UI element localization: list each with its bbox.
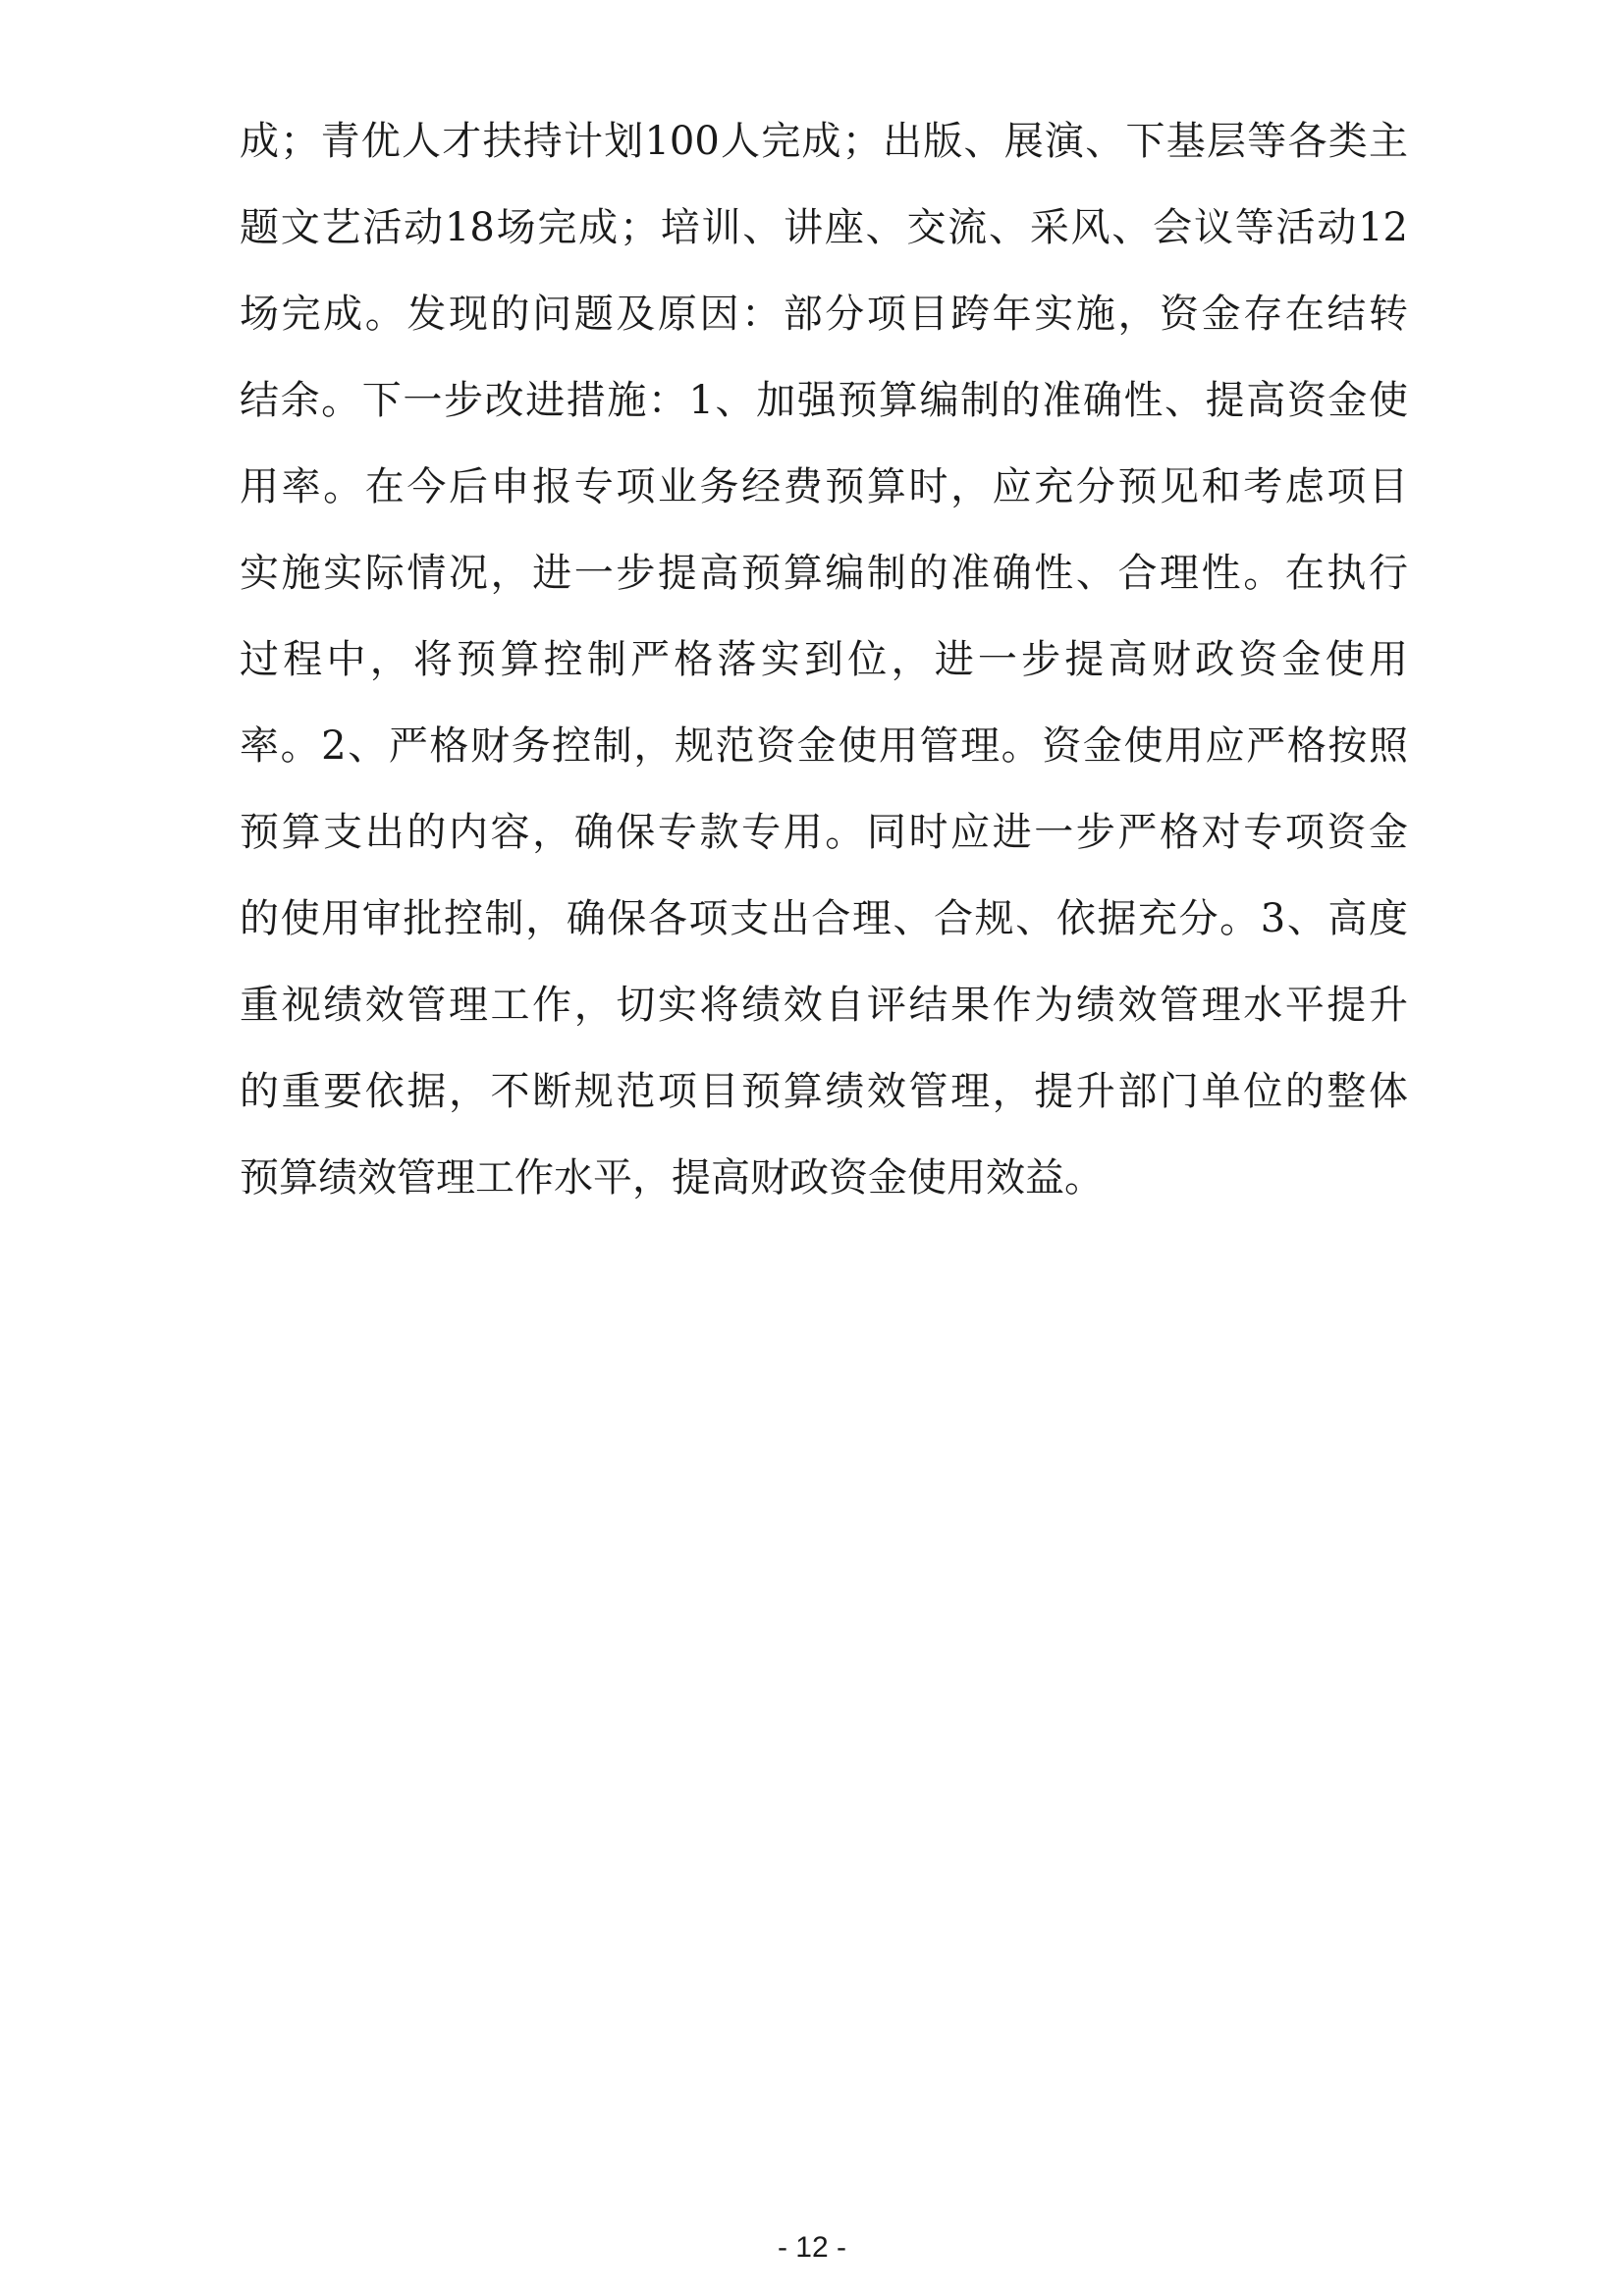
paragraph-line-9: 预算支出的内容，确保专款专用。同时应进一步严格对专项资金 xyxy=(240,810,1408,855)
paragraph-line-3: 场完成。发现的问题及原因：部分项目跨年实施，资金存在结转 xyxy=(240,292,1408,337)
body-paragraph xyxy=(240,98,1408,1221)
paragraph-line-8: 率。2、严格财务控制，规范资金使用管理。资金使用应严格按照 xyxy=(240,723,1408,769)
paragraph-line-10: 的使用审批控制，确保各项支出合理、合规、依据充分。3、高度 xyxy=(240,896,1408,941)
paragraph-line-12: 的重要依据，不断规范项目预算绩效管理，提升部门单位的整体 xyxy=(240,1069,1408,1114)
paragraph-line-13: 预算绩效管理工作水平，提高财政资金使用效益。 xyxy=(240,1155,1104,1201)
paragraph-line-7: 过程中，将预算控制严格落实到位，进一步提高财政资金使用 xyxy=(240,637,1408,682)
paragraph-line-6: 实施实际情况，进一步提高预算编制的准确性、合理性。在执行 xyxy=(240,551,1408,596)
paragraph-line-5: 用率。在今后申报专项业务经费预算时，应充分预见和考虑项目 xyxy=(240,464,1408,509)
paragraph-line-2: 题文艺活动18场完成；培训、讲座、交流、采风、会议等活动12 xyxy=(240,205,1408,250)
paragraph-line-4: 结余。下一步改进措施：1、加强预算编制的准确性、提高资金使 xyxy=(240,378,1408,423)
paragraph-line-1: 成；青优人才扶持计划100人完成；出版、展演、下基层等各类主 xyxy=(240,119,1408,164)
paragraph-line-11: 重视绩效管理工作，切实将绩效自评结果作为绩效管理水平提升 xyxy=(240,983,1408,1028)
page-number: - 12 - xyxy=(777,2231,847,2264)
